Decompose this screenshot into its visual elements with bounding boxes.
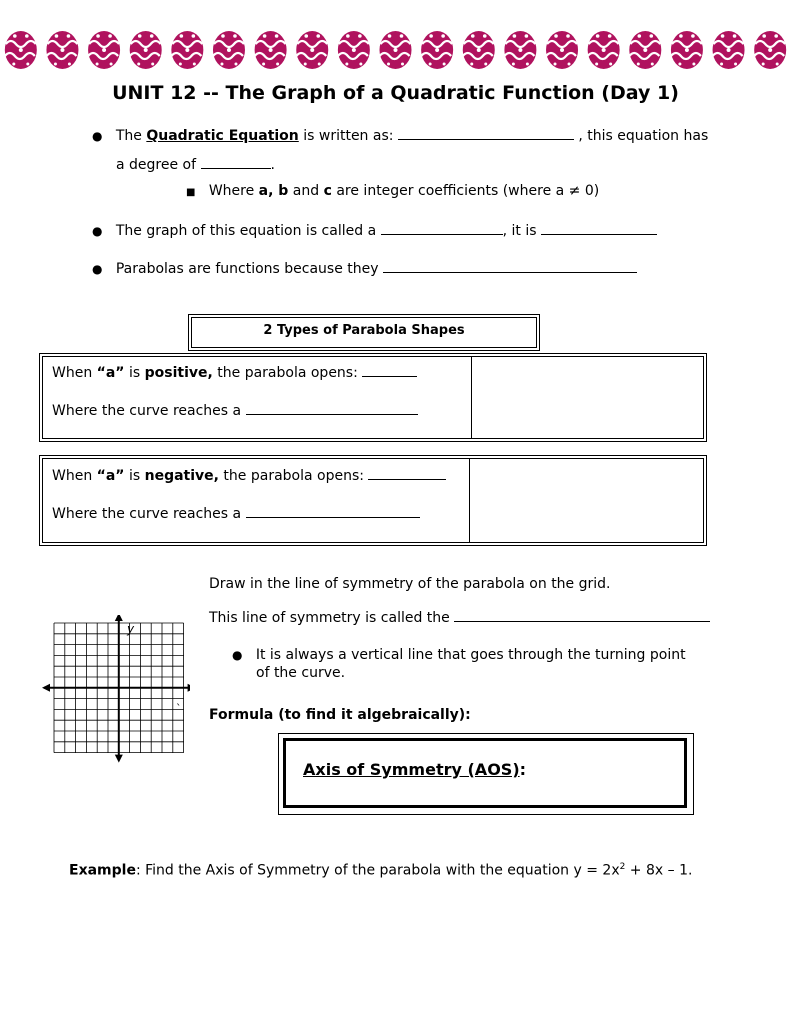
bullet-dot: ● <box>92 262 103 276</box>
text: c <box>323 183 332 199</box>
text: It is always a vertical line that goes through the turning point <box>255 647 686 663</box>
egg-icon <box>255 31 287 69</box>
text: : <box>519 760 527 779</box>
text: 2 <box>619 862 626 872</box>
sub-bullet-coefficients <box>186 182 599 202</box>
egg-icon <box>338 31 370 69</box>
egg-icon <box>463 31 495 69</box>
blank-function-reason[interactable] <box>383 258 637 273</box>
egg-icon <box>46 31 78 69</box>
text: Axis of Symmetry (AOS) <box>303 760 520 779</box>
egg-icon <box>754 31 786 69</box>
text: Where <box>208 183 259 199</box>
blank-graph-name[interactable] <box>381 220 503 235</box>
text: , it is <box>502 223 541 239</box>
text: “a” <box>96 365 125 381</box>
term-quadratic-equation: Quadratic Equation <box>146 128 299 144</box>
text: is <box>124 468 145 484</box>
text: , this equation has <box>573 128 709 144</box>
decorative-egg-border <box>0 28 791 74</box>
text: + 8x – 1. <box>625 862 693 879</box>
page-title: UNIT 12 -- The Graph of a Quadratic Function (Day 1) <box>112 82 679 104</box>
egg-icon <box>296 31 328 69</box>
blank-positive-reaches[interactable] <box>246 400 418 415</box>
negative-curve-line <box>52 503 420 523</box>
bullet-dot: ● <box>92 129 103 143</box>
text: are integer coefficients (where a ≠ 0) <box>331 183 600 199</box>
bullet-quadratic-equation <box>92 125 708 145</box>
vertical-line-bullet <box>232 646 686 664</box>
blank-negative-opens[interactable] <box>368 465 446 480</box>
egg-icon <box>130 31 162 69</box>
text: This line of symmetry is called the <box>209 610 455 626</box>
egg-icon <box>421 31 453 69</box>
text: negative, <box>144 468 219 484</box>
blank-equation[interactable] <box>398 125 574 140</box>
egg-icon <box>713 31 745 69</box>
text: : Find the Axis of Symmetry of the parabola with the equation y = 2x <box>135 862 620 879</box>
text: Where the curve reaches a <box>52 403 246 419</box>
box-divider <box>469 458 470 543</box>
text: and <box>288 183 324 199</box>
vertical-line-bullet-cont: of the curve. <box>256 665 346 681</box>
bullet-dot: ● <box>92 224 103 238</box>
degree-line <box>116 154 275 174</box>
draw-instruction: Draw in the line of symmetry of the parabola on the grid. <box>209 576 611 592</box>
positive-opens-line <box>52 362 417 382</box>
text: . <box>270 157 275 173</box>
egg-icon <box>504 31 536 69</box>
example-line <box>69 858 692 880</box>
x-axis-label: ` <box>176 702 182 715</box>
blank-negative-reaches[interactable] <box>246 503 420 518</box>
text: is <box>124 365 145 381</box>
text: The <box>115 128 147 144</box>
symmetry-called-line <box>209 607 710 627</box>
egg-icon <box>380 31 412 69</box>
types-heading: 2 Types of Parabola Shapes <box>263 323 465 338</box>
text: a, b <box>258 183 289 199</box>
blank-degree[interactable] <box>201 154 271 169</box>
egg-icon <box>671 31 703 69</box>
bullet-graph-called <box>92 220 657 240</box>
coordinate-grid[interactable] <box>40 615 190 767</box>
text: When <box>52 468 97 484</box>
square-bullet-icon: ■ <box>186 187 196 198</box>
text: Where the curve reaches a <box>52 506 246 522</box>
egg-icon <box>629 31 661 69</box>
text: a degree of <box>116 157 201 173</box>
box-divider <box>471 356 472 439</box>
egg-icon <box>213 31 245 69</box>
example-label: Example <box>69 862 136 879</box>
blank-graph-shape[interactable] <box>541 220 657 235</box>
egg-icon <box>546 31 578 69</box>
negative-opens-line <box>52 465 446 485</box>
egg-icon <box>88 31 120 69</box>
text: “a” <box>96 468 125 484</box>
text: the parabola opens: <box>212 365 363 381</box>
text: When <box>52 365 97 381</box>
aos-label <box>303 760 526 779</box>
bullet-parabolas-functions <box>92 258 637 278</box>
text: the parabola opens: <box>218 468 369 484</box>
text: is written as: <box>298 128 398 144</box>
text: The graph of this equation is called a <box>115 223 381 239</box>
blank-positive-opens[interactable] <box>362 362 417 377</box>
egg-icon <box>5 31 37 69</box>
formula-label: Formula (to find it algebraically): <box>209 707 471 723</box>
text: Parabolas are functions because they <box>115 261 383 277</box>
bullet-dot: ● <box>232 648 243 662</box>
y-axis-label: y <box>127 622 135 636</box>
egg-icon <box>588 31 620 69</box>
text: positive, <box>144 365 213 381</box>
blank-symmetry-name[interactable] <box>454 607 710 622</box>
positive-curve-line <box>52 400 418 420</box>
egg-icon <box>171 31 203 69</box>
